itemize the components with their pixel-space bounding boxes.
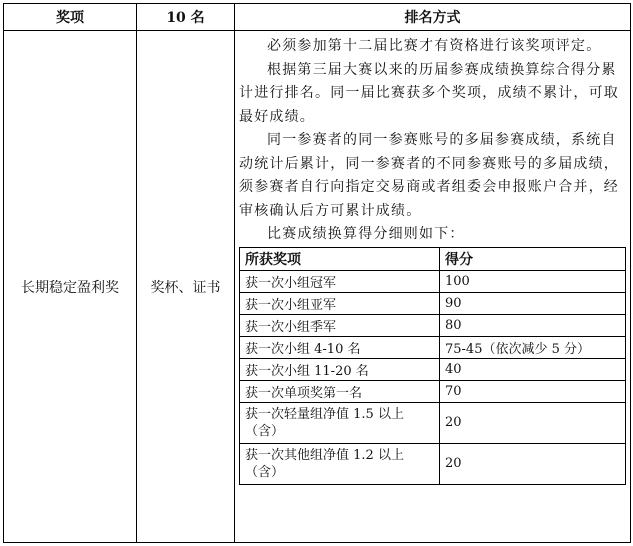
score-row: [240, 292, 626, 314]
score-award: 获一次小组 4-10 名: [240, 336, 440, 358]
score-row: [240, 270, 626, 292]
award-name: 长期稳定盈利奖: [4, 31, 137, 543]
score-award: 获一次小组季军: [240, 314, 440, 336]
score-points: 20: [440, 402, 626, 443]
score-header-points: 得分: [440, 247, 626, 270]
score-row: [240, 443, 626, 484]
score-award: 获一次小组 11-20 名: [240, 358, 440, 380]
paragraph: 比赛成绩换算得分细则如下：: [267, 226, 465, 242]
score-award: 获一次单项奖第一名: [240, 380, 440, 402]
score-award: 获一次小组冠军: [240, 270, 440, 292]
score-points: 75-45（依次减少 5 分）: [440, 336, 626, 358]
awards-table: [3, 3, 631, 543]
score-points: 70: [440, 380, 626, 402]
header-award: 奖项: [4, 4, 137, 31]
paragraph: 根据第三届大赛以来的历届参赛成绩换算综合得分累计进行排名。同一届比赛获多个奖项，成绩不累计，可取最好成绩。: [239, 61, 619, 125]
score-table: [239, 247, 626, 485]
award-row: [4, 31, 631, 543]
score-points: 100: [440, 270, 626, 292]
header-count: 10 名: [137, 4, 235, 31]
paragraph: 必须参加第十二届比赛才有资格进行该奖项评定。: [267, 38, 602, 54]
paragraph: 同一参赛者的同一参赛账号的多届参赛成绩，系统自动统计后累计，同一参赛者的不同参赛账号的多届成绩，须参赛者自行向指定交易商或者组委会申报账户合并，经审核确认后方可累计成绩。: [239, 132, 619, 219]
score-award: 获一次轻量组净值 1.5 以上（含）: [240, 402, 440, 443]
award-prize: 奖杯、证书: [137, 31, 235, 543]
score-row: [240, 336, 626, 358]
score-points: 20: [440, 443, 626, 484]
header-ranking-method: 排名方式: [235, 4, 631, 31]
score-row: [240, 358, 626, 380]
score-points: 40: [440, 358, 626, 380]
score-award: 获一次其他组净值 1.2 以上（含）: [240, 443, 440, 484]
score-row: [240, 314, 626, 336]
score-award: 获一次小组亚军: [240, 292, 440, 314]
ranking-description: [235, 31, 631, 543]
header-row: [4, 4, 631, 31]
score-points: 90: [440, 292, 626, 314]
score-points: 80: [440, 314, 626, 336]
score-header-row: [240, 247, 626, 270]
score-header-award: 所获奖项: [240, 247, 440, 270]
score-row: [240, 380, 626, 402]
score-row: [240, 402, 626, 443]
